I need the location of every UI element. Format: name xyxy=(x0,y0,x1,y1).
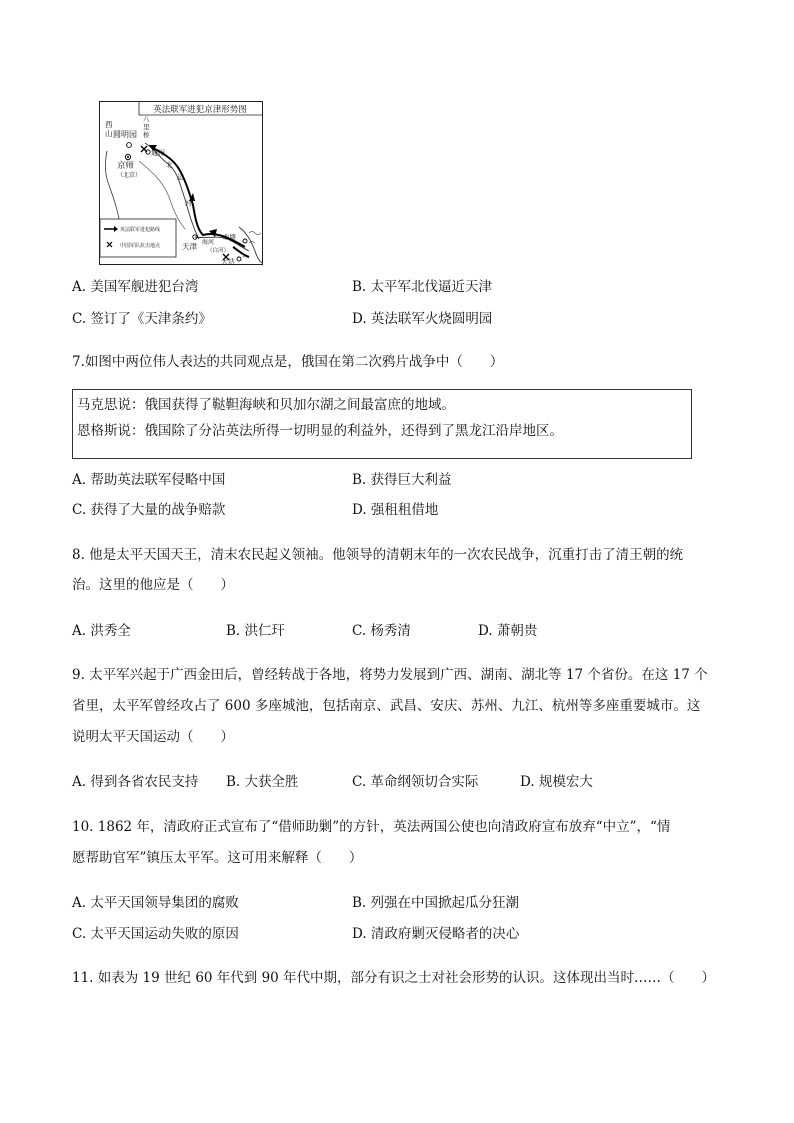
label-baliqiao-3: 桥 xyxy=(143,131,150,139)
q9-stem-line-2: 省里，太平军曾经攻占了 600 多座城池，包括南京、武昌、安庆、苏州、九江、杭州等多座重要城市。这 xyxy=(72,698,701,714)
label-yuanmingyuan: 圆明园 xyxy=(113,130,137,139)
q8-option-a[interactable]: A. 洪秀全 xyxy=(72,623,131,639)
q7-option-a[interactable]: A. 帮助英法联军侵略中国 xyxy=(72,472,226,488)
label-xishan-1: 西 xyxy=(105,120,113,129)
q7-quote-marx: 马克思说：俄国获得了鞑靼海峡和贝加尔湖之间最富庶的地域。 xyxy=(77,397,455,413)
q9-stem-line-1: 9. 太平军兴起于广西金田后，曾经转战于各地，将势力发展到广西、湖南、湖北等 17 个省份。在这 17 个 xyxy=(72,667,708,683)
q7-quote-engels: 恩格斯说：俄国除了分沾英法所得一切明显的利益外，还得到了黑龙江沿岸地区。 xyxy=(77,423,563,439)
label-yunhe-1: 北 xyxy=(166,161,173,169)
q6-option-c[interactable]: C. 签订了《天津条约》 xyxy=(72,311,212,327)
label-haihe-alt: （白河） xyxy=(207,248,230,254)
q6-option-d[interactable]: D. 英法联军火烧圆明园 xyxy=(352,311,493,327)
label-yunhe-2: 运 xyxy=(177,173,184,181)
label-beitang: 北塘 xyxy=(223,233,236,241)
map-legend-box xyxy=(100,219,176,257)
label-baliqiao-2: 里 xyxy=(143,123,150,131)
q7-option-d[interactable]: D. 强租租借地 xyxy=(352,502,439,518)
label-beijing: （北京） xyxy=(117,172,142,179)
label-tianjin: 天津 xyxy=(182,242,197,251)
q9-stem-line-3: 说明太平天国运动（ ） xyxy=(72,729,234,745)
q10-stem-line-1: 10. 1862 年，清政府正式宣布了“借师助剿”的方针，英法两国公使也向清政府宣布放弃“中立”，“情 xyxy=(72,819,671,835)
legend-route-text: 英法联军进犯路线 xyxy=(120,227,161,233)
label-tongzhou: 通州 xyxy=(151,149,165,157)
q7-option-b[interactable]: B. 获得巨大利益 xyxy=(352,472,452,488)
q10-option-d[interactable]: D. 清政府剿灭侵略者的决心 xyxy=(352,926,520,942)
jingshi-marker-dot xyxy=(127,156,129,158)
q8-option-d[interactable]: D. 萧朝贵 xyxy=(478,623,538,639)
q8-stem-line-2: 治。这里的他应是（ ） xyxy=(72,577,234,593)
q10-option-b[interactable]: B. 列强在中国掀起瓜分狂潮 xyxy=(352,895,520,911)
q9-option-a[interactable]: A. 得到各省农民支持 xyxy=(72,774,199,790)
q7-option-c[interactable]: C. 获得了大量的战争赔款 xyxy=(72,502,226,518)
map-title: 英法联军进犯京津形势图 xyxy=(153,105,247,115)
label-jingshi: 京师 xyxy=(117,161,135,171)
q9-option-b[interactable]: B. 大获全胜 xyxy=(226,774,299,790)
q9-option-d[interactable]: D. 规模宏大 xyxy=(520,774,593,790)
q8-option-b[interactable]: B. 洪仁玕 xyxy=(226,623,286,639)
q11-stem: 11. 如表为 19 世纪 60 年代到 90 年代中期，部分有识之士对社会形势的认识。这体现出当时……（ ） xyxy=(72,970,716,986)
label-yunhe-3: 河 xyxy=(185,199,192,207)
q8-stem-line-1: 8. 他是太平天国天王，清末农民起义领袖。他领导的清朝末年的一次农民战争，沉重打击了清王朝的统 xyxy=(72,547,684,563)
label-haihe: 海河 xyxy=(202,239,215,246)
q8-option-c[interactable]: C. 杨秀清 xyxy=(352,623,411,639)
legend-battle-text: 中国军队抗击地点 xyxy=(120,243,161,249)
map-figure xyxy=(99,101,263,265)
q10-option-c[interactable]: C. 太平天国运动失败的原因 xyxy=(72,926,239,942)
q7-quote-box xyxy=(72,389,692,459)
q9-option-c[interactable]: C. 革命纲领切合实际 xyxy=(352,774,479,790)
q10-option-a[interactable]: A. 太平天国领导集团的腐败 xyxy=(72,895,239,911)
label-xishan-2: 山 xyxy=(105,129,113,138)
label-dagu: 大沽 xyxy=(221,258,235,265)
label-baliqiao-1: 八 xyxy=(143,115,150,123)
q6-option-a[interactable]: A. 美国军舰进犯台湾 xyxy=(72,279,199,295)
q7-stem: 7.如图中两位伟人表达的共同观点是，俄国在第二次鸦片战争中（ ） xyxy=(72,354,504,370)
q6-option-b[interactable]: B. 太平军北伐逼近天津 xyxy=(352,279,493,295)
q10-stem-line-2: 愿帮助官军”镇压太平军。这可用来解释（ ） xyxy=(72,850,363,866)
